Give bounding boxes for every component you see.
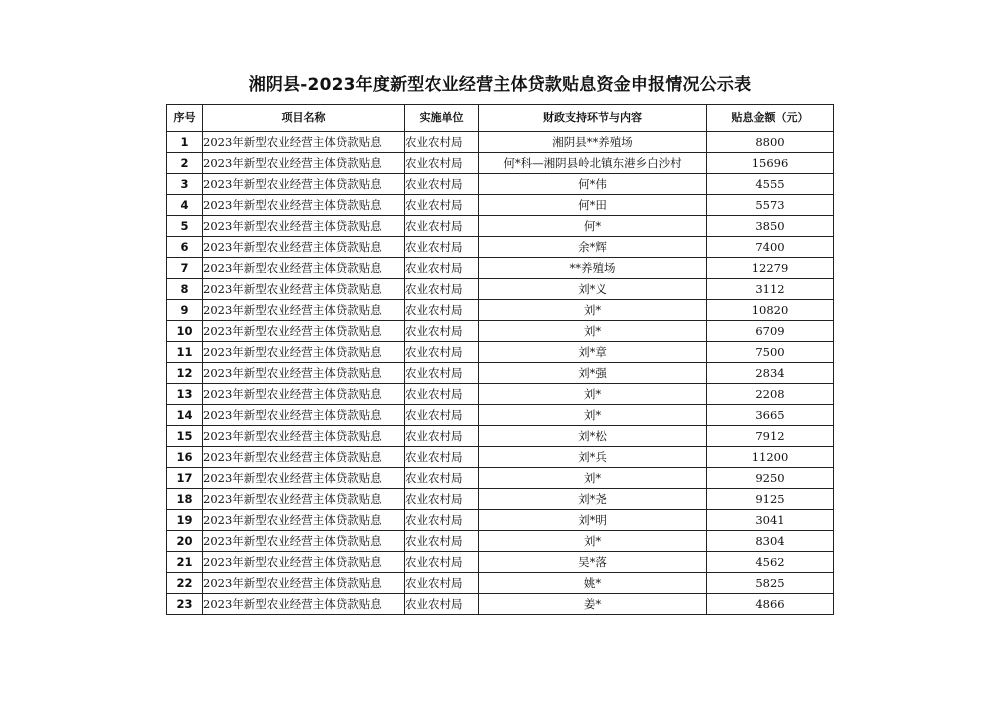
row-support-content: 刘*强 — [479, 363, 707, 384]
row-implementing-unit: 农业农村局 — [405, 258, 479, 279]
table-row — [167, 195, 834, 216]
row-subsidy-amount: 8304 — [707, 531, 834, 552]
row-project-name: 2023年新型农业经营主体贷款贴息 — [203, 552, 405, 573]
row-index: 3 — [167, 174, 203, 195]
row-project-name: 2023年新型农业经营主体贷款贴息 — [203, 279, 405, 300]
row-index: 1 — [167, 132, 203, 153]
row-index: 18 — [167, 489, 203, 510]
row-support-content: 湘阴县**养殖场 — [479, 132, 707, 153]
row-implementing-unit: 农业农村局 — [405, 153, 479, 174]
row-project-name: 2023年新型农业经营主体贷款贴息 — [203, 531, 405, 552]
row-subsidy-amount: 9250 — [707, 468, 834, 489]
table-row — [167, 573, 834, 594]
row-index: 19 — [167, 510, 203, 531]
table-row — [167, 174, 834, 195]
row-subsidy-amount: 4562 — [707, 552, 834, 573]
row-implementing-unit: 农业农村局 — [405, 594, 479, 615]
row-index: 10 — [167, 321, 203, 342]
row-support-content: 刘* — [479, 531, 707, 552]
row-support-content: 刘* — [479, 384, 707, 405]
row-implementing-unit: 农业农村局 — [405, 174, 479, 195]
row-project-name: 2023年新型农业经营主体贷款贴息 — [203, 447, 405, 468]
row-index: 9 — [167, 300, 203, 321]
row-project-name: 2023年新型农业经营主体贷款贴息 — [203, 384, 405, 405]
page-title: 湘阴县-2023年度新型农业经营主体贷款贴息资金申报情况公示表 — [248, 75, 752, 95]
row-index: 21 — [167, 552, 203, 573]
row-index: 14 — [167, 405, 203, 426]
row-implementing-unit: 农业农村局 — [405, 279, 479, 300]
table-row — [167, 531, 834, 552]
row-support-content: 刘*明 — [479, 510, 707, 531]
row-subsidy-amount: 3041 — [707, 510, 834, 531]
row-support-content: 刘* — [479, 405, 707, 426]
row-index: 20 — [167, 531, 203, 552]
row-subsidy-amount: 4866 — [707, 594, 834, 615]
row-subsidy-amount: 11200 — [707, 447, 834, 468]
row-project-name: 2023年新型农业经营主体贷款贴息 — [203, 174, 405, 195]
row-support-content: 余*辉 — [479, 237, 707, 258]
row-index: 15 — [167, 426, 203, 447]
table-row — [167, 258, 834, 279]
row-index: 7 — [167, 258, 203, 279]
row-index: 22 — [167, 573, 203, 594]
row-index: 5 — [167, 216, 203, 237]
row-implementing-unit: 农业农村局 — [405, 321, 479, 342]
row-subsidy-amount: 7912 — [707, 426, 834, 447]
header-implementing-unit: 实施单位 — [405, 105, 479, 132]
row-project-name: 2023年新型农业经营主体贷款贴息 — [203, 216, 405, 237]
table-row — [167, 321, 834, 342]
row-implementing-unit: 农业农村局 — [405, 363, 479, 384]
row-index: 16 — [167, 447, 203, 468]
row-support-content: 姚* — [479, 573, 707, 594]
row-implementing-unit: 农业农村局 — [405, 384, 479, 405]
table-row — [167, 300, 834, 321]
row-support-content: 刘*章 — [479, 342, 707, 363]
row-subsidy-amount: 2834 — [707, 363, 834, 384]
row-support-content: **养殖场 — [479, 258, 707, 279]
table-row — [167, 342, 834, 363]
row-support-content: 刘* — [479, 300, 707, 321]
row-project-name: 2023年新型农业经营主体贷款贴息 — [203, 153, 405, 174]
header-index: 序号 — [167, 105, 203, 132]
subsidy-table — [166, 104, 834, 615]
table-row — [167, 237, 834, 258]
row-support-content: 何*田 — [479, 195, 707, 216]
row-project-name: 2023年新型农业经营主体贷款贴息 — [203, 195, 405, 216]
row-subsidy-amount: 4555 — [707, 174, 834, 195]
header-subsidy-amount: 贴息金额（元） — [707, 105, 834, 132]
header-support-content: 财政支持环节与内容 — [479, 105, 707, 132]
row-project-name: 2023年新型农业经营主体贷款贴息 — [203, 363, 405, 384]
row-project-name: 2023年新型农业经营主体贷款贴息 — [203, 510, 405, 531]
row-implementing-unit: 农业农村局 — [405, 468, 479, 489]
row-project-name: 2023年新型农业经营主体贷款贴息 — [203, 468, 405, 489]
row-support-content: 刘*尧 — [479, 489, 707, 510]
row-implementing-unit: 农业农村局 — [405, 489, 479, 510]
row-project-name: 2023年新型农业经营主体贷款贴息 — [203, 300, 405, 321]
table-body — [167, 132, 834, 615]
row-index: 6 — [167, 237, 203, 258]
row-project-name: 2023年新型农业经营主体贷款贴息 — [203, 594, 405, 615]
row-index: 2 — [167, 153, 203, 174]
row-implementing-unit: 农业农村局 — [405, 195, 479, 216]
table-row — [167, 279, 834, 300]
row-subsidy-amount: 9125 — [707, 489, 834, 510]
row-subsidy-amount: 5825 — [707, 573, 834, 594]
row-subsidy-amount: 12279 — [707, 258, 834, 279]
row-implementing-unit: 农业农村局 — [405, 342, 479, 363]
row-implementing-unit: 农业农村局 — [405, 132, 479, 153]
row-support-content: 刘* — [479, 321, 707, 342]
row-project-name: 2023年新型农业经营主体贷款贴息 — [203, 405, 405, 426]
table-header — [167, 105, 834, 132]
row-support-content: 刘*松 — [479, 426, 707, 447]
row-implementing-unit: 农业农村局 — [405, 216, 479, 237]
row-subsidy-amount: 3112 — [707, 279, 834, 300]
table-row — [167, 594, 834, 615]
table-row — [167, 153, 834, 174]
row-project-name: 2023年新型农业经营主体贷款贴息 — [203, 342, 405, 363]
header-row — [167, 105, 834, 132]
row-subsidy-amount: 10820 — [707, 300, 834, 321]
row-subsidy-amount: 6709 — [707, 321, 834, 342]
table-row — [167, 468, 834, 489]
row-implementing-unit: 农业农村局 — [405, 405, 479, 426]
row-subsidy-amount: 15696 — [707, 153, 834, 174]
row-project-name: 2023年新型农业经营主体贷款贴息 — [203, 489, 405, 510]
table-row — [167, 216, 834, 237]
row-implementing-unit: 农业农村局 — [405, 573, 479, 594]
row-implementing-unit: 农业农村局 — [405, 510, 479, 531]
row-subsidy-amount: 7500 — [707, 342, 834, 363]
row-subsidy-amount: 3665 — [707, 405, 834, 426]
row-index: 17 — [167, 468, 203, 489]
row-support-content: 何* — [479, 216, 707, 237]
row-subsidy-amount: 2208 — [707, 384, 834, 405]
row-index: 4 — [167, 195, 203, 216]
row-support-content: 何*科—湘阴县岭北镇东港乡白沙村 — [479, 153, 707, 174]
row-index: 12 — [167, 363, 203, 384]
row-project-name: 2023年新型农业经营主体贷款贴息 — [203, 573, 405, 594]
table-row — [167, 384, 834, 405]
table-row — [167, 510, 834, 531]
table-row — [167, 426, 834, 447]
row-support-content: 刘*兵 — [479, 447, 707, 468]
row-support-content: 刘*义 — [479, 279, 707, 300]
row-implementing-unit: 农业农村局 — [405, 447, 479, 468]
table-row — [167, 132, 834, 153]
table-row — [167, 552, 834, 573]
row-index: 8 — [167, 279, 203, 300]
table-row — [167, 447, 834, 468]
row-implementing-unit: 农业农村局 — [405, 531, 479, 552]
row-index: 23 — [167, 594, 203, 615]
table-row — [167, 363, 834, 384]
row-support-content: 姜* — [479, 594, 707, 615]
row-index: 13 — [167, 384, 203, 405]
row-subsidy-amount: 8800 — [707, 132, 834, 153]
row-support-content: 吴*落 — [479, 552, 707, 573]
row-implementing-unit: 农业农村局 — [405, 300, 479, 321]
row-project-name: 2023年新型农业经营主体贷款贴息 — [203, 237, 405, 258]
row-subsidy-amount: 7400 — [707, 237, 834, 258]
row-implementing-unit: 农业农村局 — [405, 552, 479, 573]
row-project-name: 2023年新型农业经营主体贷款贴息 — [203, 132, 405, 153]
row-project-name: 2023年新型农业经营主体贷款贴息 — [203, 258, 405, 279]
row-project-name: 2023年新型农业经营主体贷款贴息 — [203, 321, 405, 342]
row-subsidy-amount: 5573 — [707, 195, 834, 216]
row-index: 11 — [167, 342, 203, 363]
table-row — [167, 405, 834, 426]
row-implementing-unit: 农业农村局 — [405, 237, 479, 258]
row-support-content: 刘* — [479, 468, 707, 489]
header-project-name: 项目名称 — [203, 105, 405, 132]
row-subsidy-amount: 3850 — [707, 216, 834, 237]
row-implementing-unit: 农业农村局 — [405, 426, 479, 447]
table-row — [167, 489, 834, 510]
row-support-content: 何*伟 — [479, 174, 707, 195]
row-project-name: 2023年新型农业经营主体贷款贴息 — [203, 426, 405, 447]
